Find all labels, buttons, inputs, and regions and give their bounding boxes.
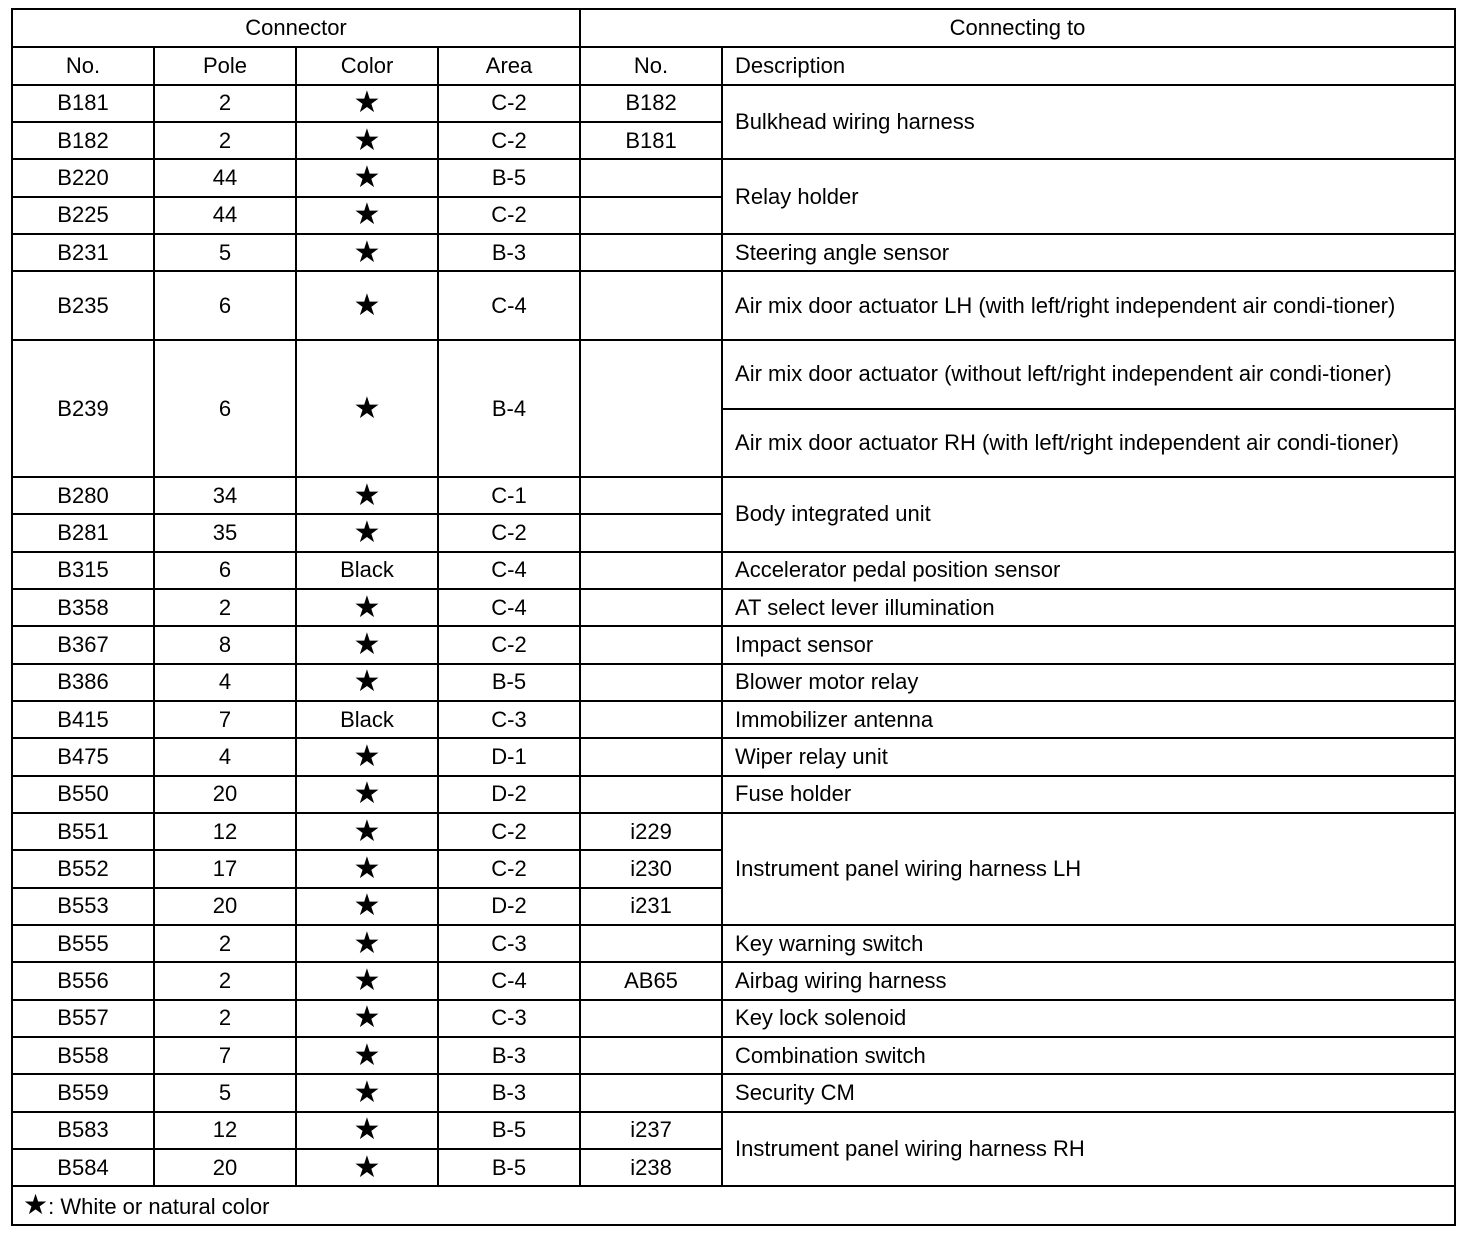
col-header-area: Area — [438, 47, 580, 84]
cell-conn-no: B181 — [580, 122, 722, 159]
cell-description: Air mix door actuator RH (with left/right independent air condi-tioner) — [722, 409, 1455, 478]
cell-conn-no: i237 — [580, 1112, 722, 1149]
cell-color-star-icon: ★ — [296, 340, 438, 477]
cell-pole: 2 — [154, 962, 296, 999]
cell-description: Key lock solenoid — [722, 1000, 1455, 1037]
cell-no: B280 — [12, 477, 154, 514]
cell-no: B475 — [12, 738, 154, 775]
table-row — [12, 1074, 1455, 1111]
table-row — [12, 85, 1455, 122]
cell-pole: 2 — [154, 85, 296, 122]
cell-pole: 44 — [154, 197, 296, 234]
cell-conn-no — [580, 159, 722, 196]
cell-conn-no — [580, 514, 722, 551]
cell-area: B-4 — [438, 340, 580, 477]
cell-area: C-2 — [438, 514, 580, 551]
table-row — [12, 271, 1455, 340]
cell-no: B584 — [12, 1149, 154, 1186]
cell-no: B182 — [12, 122, 154, 159]
cell-no: B281 — [12, 514, 154, 551]
cell-color-star-icon: ★ — [296, 1149, 438, 1186]
cell-pole: 12 — [154, 1112, 296, 1149]
table-row — [12, 1112, 1455, 1149]
table-row — [12, 1000, 1455, 1037]
table-row — [12, 664, 1455, 701]
cell-description: Impact sensor — [722, 626, 1455, 663]
cell-description: Blower motor relay — [722, 664, 1455, 701]
footnote-row — [12, 1186, 1455, 1225]
connecting-to-group-header: Connecting to — [580, 9, 1455, 47]
cell-description: Steering angle sensor — [722, 234, 1455, 271]
cell-conn-no — [580, 626, 722, 663]
cell-conn-no: i238 — [580, 1149, 722, 1186]
cell-no: B553 — [12, 888, 154, 925]
table-row — [12, 626, 1455, 663]
table-row — [12, 962, 1455, 999]
cell-conn-no — [580, 340, 722, 477]
cell-pole: 17 — [154, 850, 296, 887]
cell-color-star-icon: ★ — [296, 271, 438, 340]
cell-no: B220 — [12, 159, 154, 196]
table-row — [12, 776, 1455, 813]
cell-pole: 44 — [154, 159, 296, 196]
cell-pole: 5 — [154, 234, 296, 271]
cell-conn-no — [580, 589, 722, 626]
cell-pole: 4 — [154, 738, 296, 775]
cell-description: Airbag wiring harness — [722, 962, 1455, 999]
cell-area: C-1 — [438, 477, 580, 514]
cell-color-star-icon: ★ — [296, 626, 438, 663]
cell-pole: 2 — [154, 925, 296, 962]
cell-area: C-4 — [438, 962, 580, 999]
cell-description: Air mix door actuator (without left/right independent air condi-tioner) — [722, 340, 1455, 409]
table-row — [12, 234, 1455, 271]
cell-description: Combination switch — [722, 1037, 1455, 1074]
cell-color-star-icon: ★ — [296, 962, 438, 999]
cell-conn-no — [580, 271, 722, 340]
cell-area: C-4 — [438, 271, 580, 340]
cell-description: Instrument panel wiring harness RH — [722, 1112, 1455, 1187]
table-row — [12, 738, 1455, 775]
cell-no: B181 — [12, 85, 154, 122]
cell-conn-no: B182 — [580, 85, 722, 122]
cell-description: Instrument panel wiring harness LH — [722, 813, 1455, 925]
cell-conn-no — [580, 776, 722, 813]
cell-pole: 12 — [154, 813, 296, 850]
col-header-color: Color — [296, 47, 438, 84]
cell-description: Wiper relay unit — [722, 738, 1455, 775]
cell-area: D-2 — [438, 888, 580, 925]
footnote — [12, 1186, 1455, 1225]
cell-conn-no — [580, 552, 722, 589]
cell-color-star-icon: ★ — [296, 664, 438, 701]
cell-description: Air mix door actuator LH (with left/right independent air condi-tioner) — [722, 271, 1455, 340]
cell-color: Black — [296, 701, 438, 738]
cell-conn-no — [580, 234, 722, 271]
table-row — [12, 813, 1455, 850]
cell-pole: 20 — [154, 776, 296, 813]
cell-color-star-icon: ★ — [296, 234, 438, 271]
cell-area: B-5 — [438, 1112, 580, 1149]
column-header-row — [12, 47, 1455, 84]
table-row — [12, 477, 1455, 514]
cell-description: Key warning switch — [722, 925, 1455, 962]
cell-pole: 20 — [154, 1149, 296, 1186]
cell-color-star-icon: ★ — [296, 1074, 438, 1111]
cell-pole: 7 — [154, 1037, 296, 1074]
cell-color-star-icon: ★ — [296, 850, 438, 887]
cell-area: B-3 — [438, 1074, 580, 1111]
cell-conn-no — [580, 701, 722, 738]
cell-no: B557 — [12, 1000, 154, 1037]
cell-conn-no: AB65 — [580, 962, 722, 999]
cell-no: B550 — [12, 776, 154, 813]
cell-color-star-icon: ★ — [296, 122, 438, 159]
cell-area: C-2 — [438, 813, 580, 850]
cell-pole: 2 — [154, 1000, 296, 1037]
col-header-description: Description — [722, 47, 1455, 84]
cell-no: B556 — [12, 962, 154, 999]
cell-area: C-2 — [438, 122, 580, 159]
cell-pole: 8 — [154, 626, 296, 663]
cell-area: C-3 — [438, 925, 580, 962]
cell-color-star-icon: ★ — [296, 888, 438, 925]
cell-area: B-3 — [438, 234, 580, 271]
cell-description: Body integrated unit — [722, 477, 1455, 552]
cell-conn-no — [580, 738, 722, 775]
cell-color-star-icon: ★ — [296, 776, 438, 813]
cell-pole: 4 — [154, 664, 296, 701]
cell-description: Fuse holder — [722, 776, 1455, 813]
cell-no: B231 — [12, 234, 154, 271]
cell-description: Accelerator pedal position sensor — [722, 552, 1455, 589]
cell-area: D-1 — [438, 738, 580, 775]
cell-conn-no — [580, 664, 722, 701]
cell-pole: 34 — [154, 477, 296, 514]
footnote-text: : White or natural color — [48, 1193, 270, 1219]
cell-color-star-icon: ★ — [296, 1112, 438, 1149]
cell-pole: 35 — [154, 514, 296, 551]
table-row — [12, 340, 1455, 409]
cell-pole: 6 — [154, 271, 296, 340]
cell-description: AT select lever illumination — [722, 589, 1455, 626]
cell-conn-no — [580, 1074, 722, 1111]
cell-color-star-icon: ★ — [296, 1037, 438, 1074]
cell-no: B559 — [12, 1074, 154, 1111]
cell-conn-no: i229 — [580, 813, 722, 850]
cell-conn-no: i230 — [580, 850, 722, 887]
cell-description: Security CM — [722, 1074, 1455, 1111]
cell-description: Bulkhead wiring harness — [722, 85, 1455, 160]
cell-area: C-3 — [438, 701, 580, 738]
cell-conn-no — [580, 197, 722, 234]
cell-color-star-icon: ★ — [296, 514, 438, 551]
cell-pole: 7 — [154, 701, 296, 738]
cell-pole: 5 — [154, 1074, 296, 1111]
cell-conn-no — [580, 477, 722, 514]
cell-no: B235 — [12, 271, 154, 340]
cell-area: C-2 — [438, 626, 580, 663]
table-row — [12, 159, 1455, 196]
cell-no: B558 — [12, 1037, 154, 1074]
cell-area: B-5 — [438, 664, 580, 701]
cell-color-star-icon: ★ — [296, 159, 438, 196]
cell-no: B225 — [12, 197, 154, 234]
cell-color-star-icon: ★ — [296, 197, 438, 234]
col-header-no: No. — [12, 47, 154, 84]
cell-no: B386 — [12, 664, 154, 701]
cell-no: B555 — [12, 925, 154, 962]
connector-table — [11, 8, 1456, 1226]
cell-area: C-2 — [438, 850, 580, 887]
cell-conn-no — [580, 1037, 722, 1074]
cell-no: B315 — [12, 552, 154, 589]
cell-no: B415 — [12, 701, 154, 738]
cell-color-star-icon: ★ — [296, 85, 438, 122]
cell-conn-no — [580, 925, 722, 962]
table-row — [12, 552, 1455, 589]
cell-no: B358 — [12, 589, 154, 626]
cell-pole: 2 — [154, 122, 296, 159]
cell-no: B239 — [12, 340, 154, 477]
cell-no: B367 — [12, 626, 154, 663]
cell-area: B-5 — [438, 1149, 580, 1186]
col-header-conn-no: No. — [580, 47, 722, 84]
cell-pole: 20 — [154, 888, 296, 925]
cell-conn-no — [580, 1000, 722, 1037]
cell-color-star-icon: ★ — [296, 925, 438, 962]
cell-pole: 2 — [154, 589, 296, 626]
table-row — [12, 589, 1455, 626]
cell-area: C-4 — [438, 552, 580, 589]
cell-color-star-icon: ★ — [296, 477, 438, 514]
cell-color-star-icon: ★ — [296, 589, 438, 626]
star-icon: ★ — [23, 1188, 49, 1220]
cell-conn-no: i231 — [580, 888, 722, 925]
cell-description: Immobilizer antenna — [722, 701, 1455, 738]
cell-area: D-2 — [438, 776, 580, 813]
cell-no: B552 — [12, 850, 154, 887]
cell-area: C-2 — [438, 85, 580, 122]
cell-area: C-2 — [438, 197, 580, 234]
cell-no: B551 — [12, 813, 154, 850]
cell-color-star-icon: ★ — [296, 1000, 438, 1037]
table-row — [12, 925, 1455, 962]
cell-area: C-4 — [438, 589, 580, 626]
table-row — [12, 701, 1455, 738]
cell-area: C-3 — [438, 1000, 580, 1037]
cell-area: B-3 — [438, 1037, 580, 1074]
cell-description: Relay holder — [722, 159, 1455, 234]
cell-area: B-5 — [438, 159, 580, 196]
cell-pole: 6 — [154, 340, 296, 477]
cell-no: B583 — [12, 1112, 154, 1149]
col-header-pole: Pole — [154, 47, 296, 84]
cell-color: Black — [296, 552, 438, 589]
cell-pole: 6 — [154, 552, 296, 589]
cell-color-star-icon: ★ — [296, 738, 438, 775]
table-row — [12, 1037, 1455, 1074]
cell-color-star-icon: ★ — [296, 813, 438, 850]
group-header-row — [12, 9, 1455, 47]
connector-group-header: Connector — [12, 9, 580, 47]
